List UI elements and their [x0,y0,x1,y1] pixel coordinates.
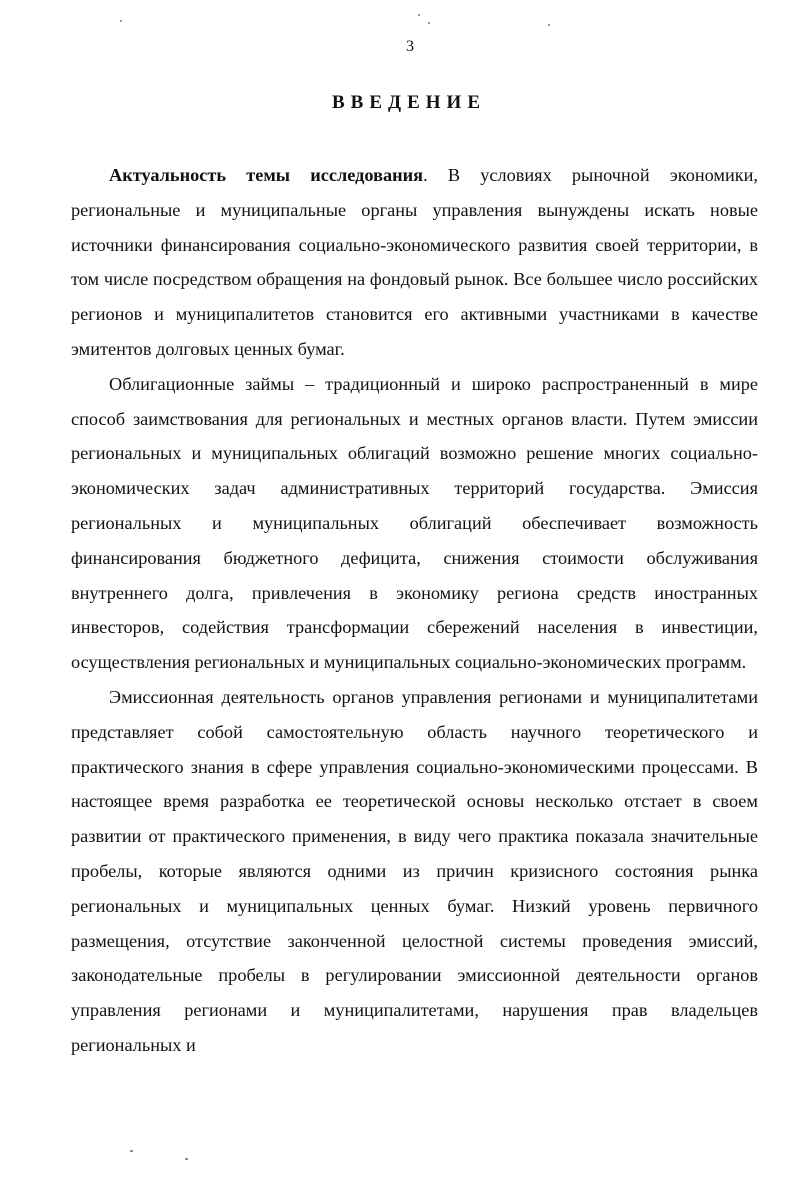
paragraph-bond-loans [71,367,758,680]
document-body [71,158,758,1063]
paragraph-emission-activity [71,680,758,1063]
scan-speck [130,1150,133,1152]
scan-speck [428,22,430,24]
page-title: ВВЕДЕНИЕ [332,92,486,113]
scan-speck [548,24,550,26]
page-number: 3 [406,38,414,55]
scan-speck [185,1158,188,1160]
paragraph-text: Эмиссионная деятельность органов управления регионами и муниципалитетами представляет собой самостоятельную область научного теоретического и практического знания в сфере управления социально-экономическими процессами. В настоящее время разработка ее теоретической основы несколько отстает в своем развитии от практического применения, в виду чего практика показала значительные пробелы, которые являются одними из причин кризисного состояния рынка региональных и муниципальных ценных бумаг. Низкий уровень первичного размещения, отсутствие законченной целостной системы проведения эмиссий, законодательные пробелы в регулировании эмиссионной деятельности органов управления регионами и муниципалитетами, нарушения прав владельцев региональных и [71,686,758,1055]
paragraph-lead: Актуальность темы исследования [109,165,424,185]
paragraph-text: . В условиях рыночной экономики, региональные и муниципальные органы управления вынуждены искать новые источники финансирования социально-экономического развития своей территории, в том числе посредством обращения на фондовый рынок. Все большее число российских регионов и муниципалитетов становится его активными участниками в качестве эмитентов долговых ценных бумаг. [71,165,758,359]
paragraph-relevance [71,158,758,367]
scan-speck [120,20,122,22]
scan-speck [418,14,420,16]
paragraph-text: Облигационные займы – традиционный и широко распространенный в мире способ заимствования для региональных и местных органов власти. Путем эмиссии региональных и муниципальных облигаций возможно решение многих социально-экономических задач административных территорий государства. Эмиссия региональных и муниципальных облигаций обеспечивает возможность финансирования бюджетного дефицита, снижения стоимости обслуживания внутреннего долга, привлечения в экономику региона средств иностранных инвесторов, содействия трансформации сбережений населения в инвестиции, осуществления региональных и муниципальных социально-экономических программ. [71,373,758,673]
